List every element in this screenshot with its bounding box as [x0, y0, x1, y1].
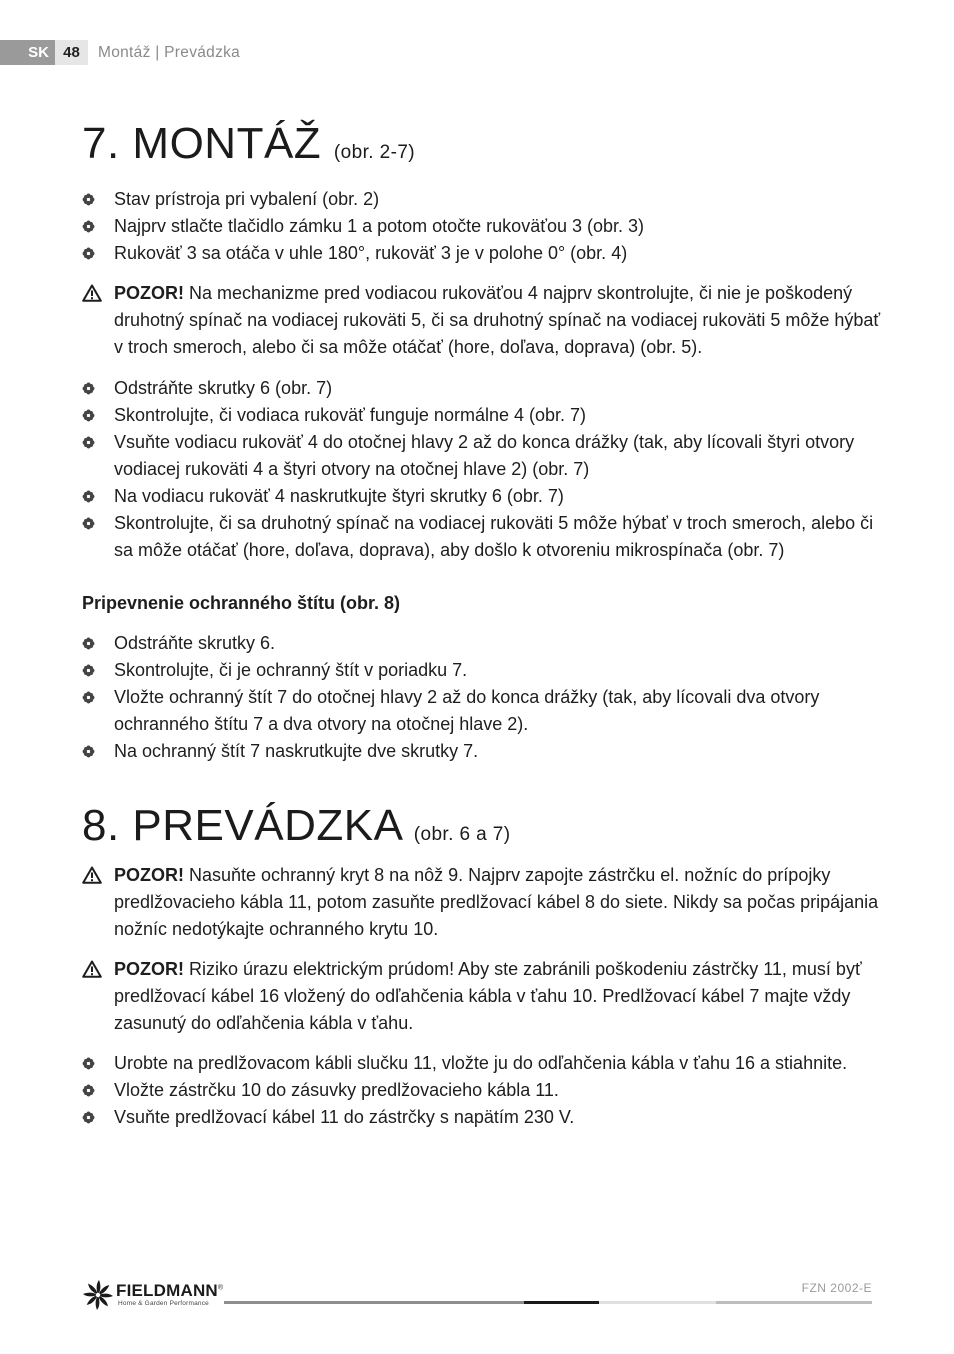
- list-item: Rukoväť 3 sa otáča v uhle 180°, rukoväť 3 je v polohe 0° (obr. 4): [82, 240, 882, 267]
- flower-bullet-icon: [82, 409, 95, 422]
- model-number: FZN 2002-E: [801, 1281, 872, 1295]
- list-item: Vsuňte predlžovací kábel 11 do zástrčky s napätím 230 V.: [82, 1104, 882, 1131]
- footer-rule-segment: [599, 1301, 716, 1304]
- section-7-figure-ref: (obr. 2-7): [333, 142, 416, 163]
- warning-triangle-icon: [82, 866, 102, 884]
- section-8-warning-2: [82, 956, 882, 1037]
- warning-label: POZOR!: [114, 283, 184, 303]
- list-item: Vložte ochranný štít 7 do otočnej hlavy 2 až do konca drážky (tak, aby lícovali dva otvory ochranného štítu 7 a dva otvory na otočnej hlave 2).: [82, 684, 882, 738]
- section-7-heading: [82, 114, 882, 183]
- section-8-list: [82, 1050, 882, 1131]
- page-content: [82, 112, 882, 1131]
- flower-bullet-icon: [82, 1111, 95, 1124]
- section-8-heading: [82, 796, 882, 865]
- list-item: Skontrolujte, či sa druhotný spínač na vodiacej rukoväti 5 môže hýbať v troch smeroch, alebo či sa môže otáčať (hore, doľava, doprava), aby došlo k otvoreniu mikrospínača (obr. 7): [82, 510, 882, 564]
- section-7-title: 7. MONTÁŽ: [82, 119, 322, 168]
- footer-rule-segment: [224, 1301, 524, 1304]
- warning-label: POZOR!: [114, 865, 184, 885]
- flower-bullet-icon: [82, 517, 95, 530]
- footer-rule-segment: [716, 1301, 872, 1304]
- warning-text: Riziko úrazu elektrickým prúdom! Aby ste zabránili poškodeniu zástrčky 11, musí byť predlžovací kábel 16 vložený do odľahčenia kábla v ťahu 10. Predlžovací kábel 7 majte vždy zasunutý do odľahčenia kábla v ťahu.: [114, 959, 862, 1033]
- section-8-title: 8. PREVÁDZKA: [82, 801, 402, 850]
- flower-bullet-icon: [82, 436, 95, 449]
- warning-triangle-icon: [82, 284, 102, 302]
- list-item: Na vodiacu rukoväť 4 naskrutkujte štyri skrutky 6 (obr. 7): [82, 483, 882, 510]
- list-item: Skontrolujte, či je ochranný štít v poriadku 7.: [82, 657, 882, 684]
- flower-bullet-icon: [82, 745, 95, 758]
- warning-text: Na mechanizme pred vodiacou rukoväťou 4 najprv skontrolujte, či nie je poškodený druhotný spínač na vodiacej rukoväti 5, či sa druhotný spínač na vodiacej rukoväti 5 môže hýbať v troch smeroch, alebo či sa môže otáčať (hore, doľava, doprava) (obr. 5).: [114, 283, 881, 357]
- page-header: [0, 40, 240, 65]
- footer-rule-segment: [524, 1301, 599, 1304]
- flower-bullet-icon: [82, 220, 95, 233]
- brand-name: FIELDMANN®: [116, 1281, 224, 1300]
- list-item: Skontrolujte, či vodiaca rukoväť funguje normálne 4 (obr. 7): [82, 402, 882, 429]
- fieldmann-logo: [82, 1277, 222, 1313]
- flower-bullet-icon: [82, 247, 95, 260]
- list-item: Vsuňte vodiacu rukoväť 4 do otočnej hlavy 2 až do konca drážky (tak, aby lícovali štyri otvory vodiacej rukoväti 4 a štyri otvory na otočnej hlave 2) (obr. 7): [82, 429, 882, 483]
- list-item: Na ochranný štít 7 naskrutkujte dve skrutky 7.: [82, 738, 882, 765]
- flower-bullet-icon: [82, 490, 95, 503]
- brand-tagline: Home & Garden Performance: [118, 1300, 209, 1307]
- list-item: Odstráňte skrutky 6 (obr. 7): [82, 375, 882, 402]
- flower-bullet-icon: [82, 193, 95, 206]
- list-item: Stav prístroja pri vybalení (obr. 2): [82, 186, 882, 213]
- shield-subheading: Pripevnenie ochranného štítu (obr. 8): [82, 593, 401, 613]
- flower-bullet-icon: [82, 637, 95, 650]
- warning-label: POZOR!: [114, 959, 184, 979]
- header-section-title: Montáž | Prevádzka: [98, 43, 241, 61]
- flower-bullet-icon: [82, 1084, 95, 1097]
- flower-bullet-icon: [82, 1057, 95, 1070]
- list-item: Vložte zástrčku 10 do zásuvky predlžovacieho kábla 11.: [82, 1077, 882, 1104]
- section-8-figure-ref: (obr. 6 a 7): [413, 824, 511, 845]
- section-7-warning: [82, 280, 882, 361]
- fan-logo-icon: [82, 1279, 114, 1311]
- flower-bullet-icon: [82, 382, 95, 395]
- list-item: Odstráňte skrutky 6.: [82, 630, 882, 657]
- language-tag: SK: [0, 40, 55, 65]
- list-item: Najprv stlačte tlačidlo zámku 1 a potom otočte rukoväťou 3 (obr. 3): [82, 213, 882, 240]
- warning-triangle-icon: [82, 960, 102, 978]
- section-7-list-2: [82, 375, 882, 564]
- section-7-list-3: [82, 630, 882, 765]
- list-item: Urobte na predlžovacom kábli slučku 11, vložte ju do odľahčenia kábla v ťahu 16 a stiahnite.: [82, 1050, 882, 1077]
- page-number: 48: [55, 40, 88, 65]
- flower-bullet-icon: [82, 664, 95, 677]
- warning-text: Nasuňte ochranný kryt 8 na nôž 9. Najprv zapojte zástrčku el. nožníc do prípojky predlžovacieho kábla 11, potom zasuňte predlžovací kábel 8 do siete. Nikdy sa počas pripájania nožníc nedotýkajte ochranného krytu 10.: [114, 865, 879, 939]
- section-8-warning-1: [82, 862, 882, 943]
- flower-bullet-icon: [82, 691, 95, 704]
- section-7-list-1: [82, 186, 882, 267]
